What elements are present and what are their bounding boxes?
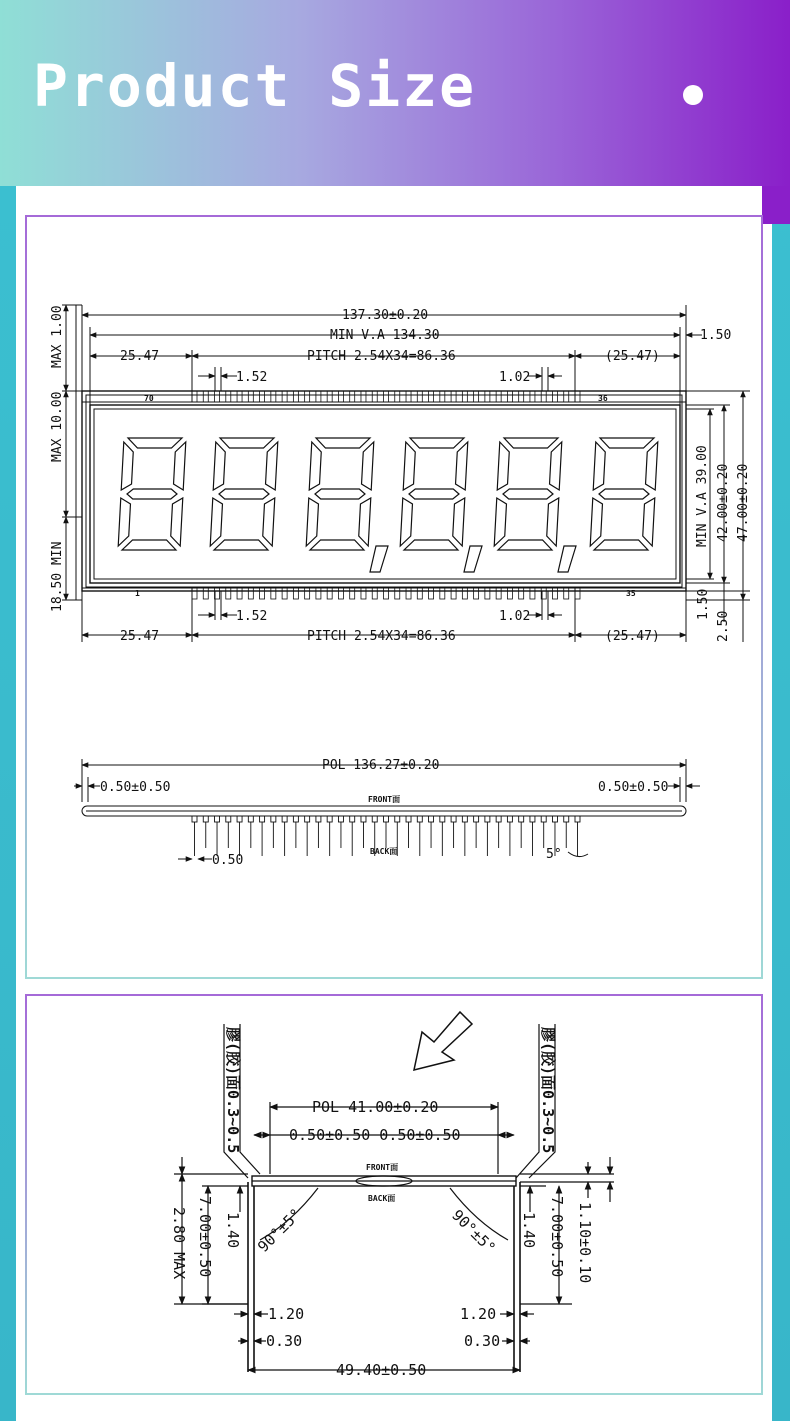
pin-bottom bbox=[384, 588, 389, 599]
digit-segment bbox=[359, 498, 371, 546]
glue-right-label: 膠(胶)面0.3~0.5 bbox=[539, 1027, 557, 1154]
digit-segment bbox=[174, 442, 186, 490]
min-1850-label: 18.50 MIN bbox=[50, 541, 65, 612]
side-pin-head bbox=[406, 816, 411, 822]
overall-length-label: 137.30±0.20 bbox=[342, 308, 429, 323]
dim-110-label: 1.10±0.10 bbox=[576, 1202, 594, 1284]
pin-bottom bbox=[564, 588, 569, 599]
pin-top bbox=[485, 391, 490, 402]
digit-segment bbox=[171, 498, 183, 546]
right-margin-top: (25.47) bbox=[605, 349, 660, 364]
pin-top bbox=[350, 391, 355, 402]
end-view-panel bbox=[25, 994, 763, 1395]
dim-280-label: 2.80 MAX bbox=[170, 1207, 188, 1280]
digit-segment bbox=[410, 438, 464, 448]
front-side-label-end: FRONT面 bbox=[366, 1163, 399, 1172]
digit-segment bbox=[309, 442, 321, 490]
side-pin-head bbox=[282, 816, 287, 822]
pin-bottom bbox=[293, 588, 298, 599]
digit-segment bbox=[594, 540, 648, 550]
digit-segment bbox=[646, 442, 658, 490]
digit-segment bbox=[220, 438, 274, 448]
dim-700-right-label: 7.00±0.50 bbox=[548, 1196, 566, 1278]
pin-bottom bbox=[282, 588, 287, 599]
pin-top bbox=[395, 391, 400, 402]
side-pin-head bbox=[564, 816, 569, 822]
pin-bottom bbox=[338, 588, 343, 599]
side-pin-head bbox=[327, 816, 332, 822]
pol-offsets-label: 0.50±0.50 0.50±0.50 bbox=[289, 1126, 461, 1144]
overall-width-label: 49.40±0.50 bbox=[336, 1361, 427, 1379]
pin-top bbox=[293, 391, 298, 402]
pin-top bbox=[451, 391, 456, 402]
min-va-label: MIN V.A 134.30 bbox=[330, 328, 440, 343]
pitch-bottom-label: PITCH 2.54X34=86.36 bbox=[307, 629, 456, 644]
page-title: Product Size bbox=[33, 52, 477, 120]
digit-segment bbox=[599, 489, 649, 499]
digit-comma bbox=[558, 546, 576, 572]
pin-1-label: 1 bbox=[135, 589, 140, 598]
digit-segment bbox=[643, 498, 655, 546]
pin-36-label: 36 bbox=[598, 394, 608, 403]
dim-030-right-label: 0.30 bbox=[464, 1332, 501, 1350]
side-pin-head bbox=[248, 816, 253, 822]
pin-top bbox=[384, 391, 389, 402]
max-100-label: MAX 1.00 bbox=[50, 305, 65, 368]
pin-bottom bbox=[327, 588, 332, 599]
pin-bottom bbox=[552, 588, 557, 599]
side-pin-head bbox=[429, 816, 434, 822]
end-view-drawing bbox=[27, 996, 761, 1393]
back-side-label-end: BACK面 bbox=[368, 1194, 396, 1203]
side-pin-head bbox=[507, 816, 512, 822]
pin-bottom bbox=[496, 588, 501, 599]
side-pin-head bbox=[305, 816, 310, 822]
side-pin-head bbox=[440, 816, 445, 822]
pin-top bbox=[327, 391, 332, 402]
pin-top bbox=[260, 391, 265, 402]
digit-segment bbox=[118, 498, 130, 546]
left-offset-label: 0.50±0.50 bbox=[100, 780, 171, 795]
digit-segment bbox=[315, 489, 365, 499]
pin-70-label: 70 bbox=[144, 394, 154, 403]
side-pin-head bbox=[215, 816, 220, 822]
pin-top bbox=[541, 391, 546, 402]
pin-top bbox=[530, 391, 535, 402]
dim-150-right-top: 1.50 bbox=[700, 328, 732, 343]
dim-102-bottom: 1.02 bbox=[499, 609, 531, 624]
pin-bottom bbox=[507, 588, 512, 599]
pin-bottom bbox=[474, 588, 479, 599]
pin-bottom bbox=[203, 588, 208, 599]
side-pin-head bbox=[451, 816, 456, 822]
digit-segment bbox=[409, 489, 459, 499]
pin-width-label: 0.50 bbox=[212, 853, 244, 868]
digit-segment bbox=[497, 442, 509, 490]
dim-152-bottom: 1.52 bbox=[236, 609, 268, 624]
pin-top bbox=[361, 391, 366, 402]
pin-bottom bbox=[519, 588, 524, 599]
digit-segment bbox=[210, 498, 222, 546]
digit-comma bbox=[464, 546, 482, 572]
right-accent-bar bbox=[772, 186, 790, 1421]
digit-segment bbox=[494, 498, 506, 546]
digit-segment bbox=[121, 442, 133, 490]
pin-bottom bbox=[260, 588, 265, 599]
front-view-panel bbox=[25, 215, 763, 979]
header-banner bbox=[0, 0, 790, 186]
pin-top bbox=[226, 391, 231, 402]
pin-top bbox=[429, 391, 434, 402]
digit-segment bbox=[404, 540, 458, 550]
side-pin-head bbox=[316, 816, 321, 822]
side-pin-head bbox=[552, 816, 557, 822]
digit-segment bbox=[403, 442, 415, 490]
pin-bottom bbox=[575, 588, 580, 599]
digit-segment bbox=[362, 442, 374, 490]
pin-top bbox=[507, 391, 512, 402]
dim-150-bottom: 1.50 bbox=[696, 588, 711, 620]
digit-comma bbox=[370, 546, 388, 572]
side-pin-head bbox=[462, 816, 467, 822]
pin-bottom bbox=[429, 588, 434, 599]
pin-bottom bbox=[271, 588, 276, 599]
digit-segment bbox=[266, 442, 278, 490]
dim-030-left-label: 0.30 bbox=[266, 1332, 303, 1350]
side-pin-head bbox=[271, 816, 276, 822]
right-margin-bottom: (25.47) bbox=[605, 629, 660, 644]
side-pin-head bbox=[192, 816, 197, 822]
side-pin-head bbox=[474, 816, 479, 822]
pin-bottom bbox=[350, 588, 355, 599]
right-notch bbox=[762, 186, 790, 224]
side-pin-head bbox=[530, 816, 535, 822]
digit-segment bbox=[498, 540, 552, 550]
digit-segment bbox=[213, 442, 225, 490]
pin-top bbox=[305, 391, 310, 402]
digit-segment bbox=[127, 489, 177, 499]
pin-bottom bbox=[305, 588, 310, 599]
angle-left-label: 90°±5° bbox=[254, 1204, 306, 1256]
dim-700-left-label: 7.00±0.50 bbox=[196, 1196, 214, 1278]
side-pin-head bbox=[237, 816, 242, 822]
pin-bottom bbox=[226, 588, 231, 599]
pitch-top-label: PITCH 2.54X34=86.36 bbox=[307, 349, 456, 364]
dim-120-right-label: 1.20 bbox=[460, 1305, 497, 1323]
pin-bottom bbox=[372, 588, 377, 599]
pin-bottom bbox=[462, 588, 467, 599]
digit-segment bbox=[593, 442, 605, 490]
side-pin-head bbox=[372, 816, 377, 822]
digit-segment bbox=[306, 498, 318, 546]
pin-top bbox=[417, 391, 422, 402]
pin-bottom bbox=[192, 588, 197, 599]
side-pin-head bbox=[293, 816, 298, 822]
side-pin-head bbox=[260, 816, 265, 822]
dim-140-left-label: 1.40 bbox=[224, 1212, 242, 1249]
angle-right-label: 90°±5° bbox=[448, 1206, 500, 1258]
pin-top bbox=[237, 391, 242, 402]
side-pin-head bbox=[485, 816, 490, 822]
pin-bottom bbox=[248, 588, 253, 599]
pin-top bbox=[192, 391, 197, 402]
side-pin-head bbox=[203, 816, 208, 822]
pin-top bbox=[316, 391, 321, 402]
pin-bottom bbox=[361, 588, 366, 599]
digit-segment bbox=[590, 498, 602, 546]
front-side-label: FRONT面 bbox=[368, 795, 401, 804]
digit-segment bbox=[600, 438, 654, 448]
pin-top bbox=[406, 391, 411, 402]
digit-segment bbox=[214, 540, 268, 550]
pol-length-label: POL 136.27±0.20 bbox=[322, 758, 440, 773]
pin-top bbox=[519, 391, 524, 402]
digit-segment bbox=[310, 540, 364, 550]
pin-bottom bbox=[237, 588, 242, 599]
digit-segment bbox=[550, 442, 562, 490]
max-1000-label: MAX 10.00 bbox=[50, 391, 65, 462]
pin-top bbox=[474, 391, 479, 402]
pin-bottom bbox=[417, 588, 422, 599]
pin-top bbox=[462, 391, 467, 402]
side-pin-head bbox=[338, 816, 343, 822]
pin-top bbox=[338, 391, 343, 402]
digit-segment bbox=[263, 498, 275, 546]
digit-segment bbox=[316, 438, 370, 448]
dim-102-top: 1.02 bbox=[499, 370, 531, 385]
pin-top bbox=[575, 391, 580, 402]
pin-top bbox=[496, 391, 501, 402]
side-pin-head bbox=[361, 816, 366, 822]
pin-top bbox=[372, 391, 377, 402]
pol-41-label: POL 41.00±0.20 bbox=[312, 1098, 439, 1116]
front-view-drawing bbox=[27, 217, 761, 977]
pin-bottom bbox=[485, 588, 490, 599]
digit-segment bbox=[503, 489, 553, 499]
pin-bottom bbox=[316, 588, 321, 599]
dim-152-top: 1.52 bbox=[236, 370, 268, 385]
pin-top bbox=[215, 391, 220, 402]
height-47-label: 47.00±0.20 bbox=[736, 463, 751, 542]
digit-segment bbox=[122, 540, 176, 550]
dim-140-right-label: 1.40 bbox=[520, 1212, 538, 1249]
va-39-label: MIN V.A 39.00 bbox=[695, 445, 710, 547]
right-offset-label: 0.50±0.50 bbox=[598, 780, 669, 795]
pin-top bbox=[552, 391, 557, 402]
height-42-label: 42.00±0.20 bbox=[716, 463, 731, 542]
pin-top bbox=[282, 391, 287, 402]
side-pin-head bbox=[395, 816, 400, 822]
pin-35-label: 35 bbox=[626, 589, 636, 598]
side-pin-head bbox=[519, 816, 524, 822]
pin-top bbox=[271, 391, 276, 402]
side-pin-head bbox=[541, 816, 546, 822]
digit-segment bbox=[456, 442, 468, 490]
glue-left-label: 膠(胶)面0.3~0.5 bbox=[224, 1027, 242, 1154]
dim-120-left-label: 1.20 bbox=[268, 1305, 305, 1323]
pin-bottom bbox=[451, 588, 456, 599]
digit-segment bbox=[547, 498, 559, 546]
pin-bottom bbox=[440, 588, 445, 599]
digit-segment bbox=[453, 498, 465, 546]
pin-top bbox=[564, 391, 569, 402]
digit-segment bbox=[219, 489, 269, 499]
left-accent-bar bbox=[0, 186, 16, 1421]
side-pin-head bbox=[496, 816, 501, 822]
pin-bottom bbox=[406, 588, 411, 599]
back-side-label: BACK面 bbox=[370, 847, 398, 856]
dim-250-label: 2.50 bbox=[716, 610, 731, 642]
pin-top bbox=[248, 391, 253, 402]
side-pin-head bbox=[350, 816, 355, 822]
digit-segment bbox=[128, 438, 182, 448]
dot-icon bbox=[683, 85, 703, 105]
digit-segment bbox=[504, 438, 558, 448]
pin-angle-label: 5° bbox=[546, 847, 562, 862]
pin-bottom bbox=[530, 588, 535, 599]
side-pin-head bbox=[384, 816, 389, 822]
pin-top bbox=[440, 391, 445, 402]
left-margin-bottom: 25.47 bbox=[120, 629, 160, 644]
side-pin-head bbox=[226, 816, 231, 822]
pin-top bbox=[203, 391, 208, 402]
side-pin-head bbox=[575, 816, 580, 822]
digit-segment bbox=[400, 498, 412, 546]
side-pin-head bbox=[417, 816, 422, 822]
left-margin-top: 25.47 bbox=[120, 349, 160, 364]
pin-bottom bbox=[395, 588, 400, 599]
